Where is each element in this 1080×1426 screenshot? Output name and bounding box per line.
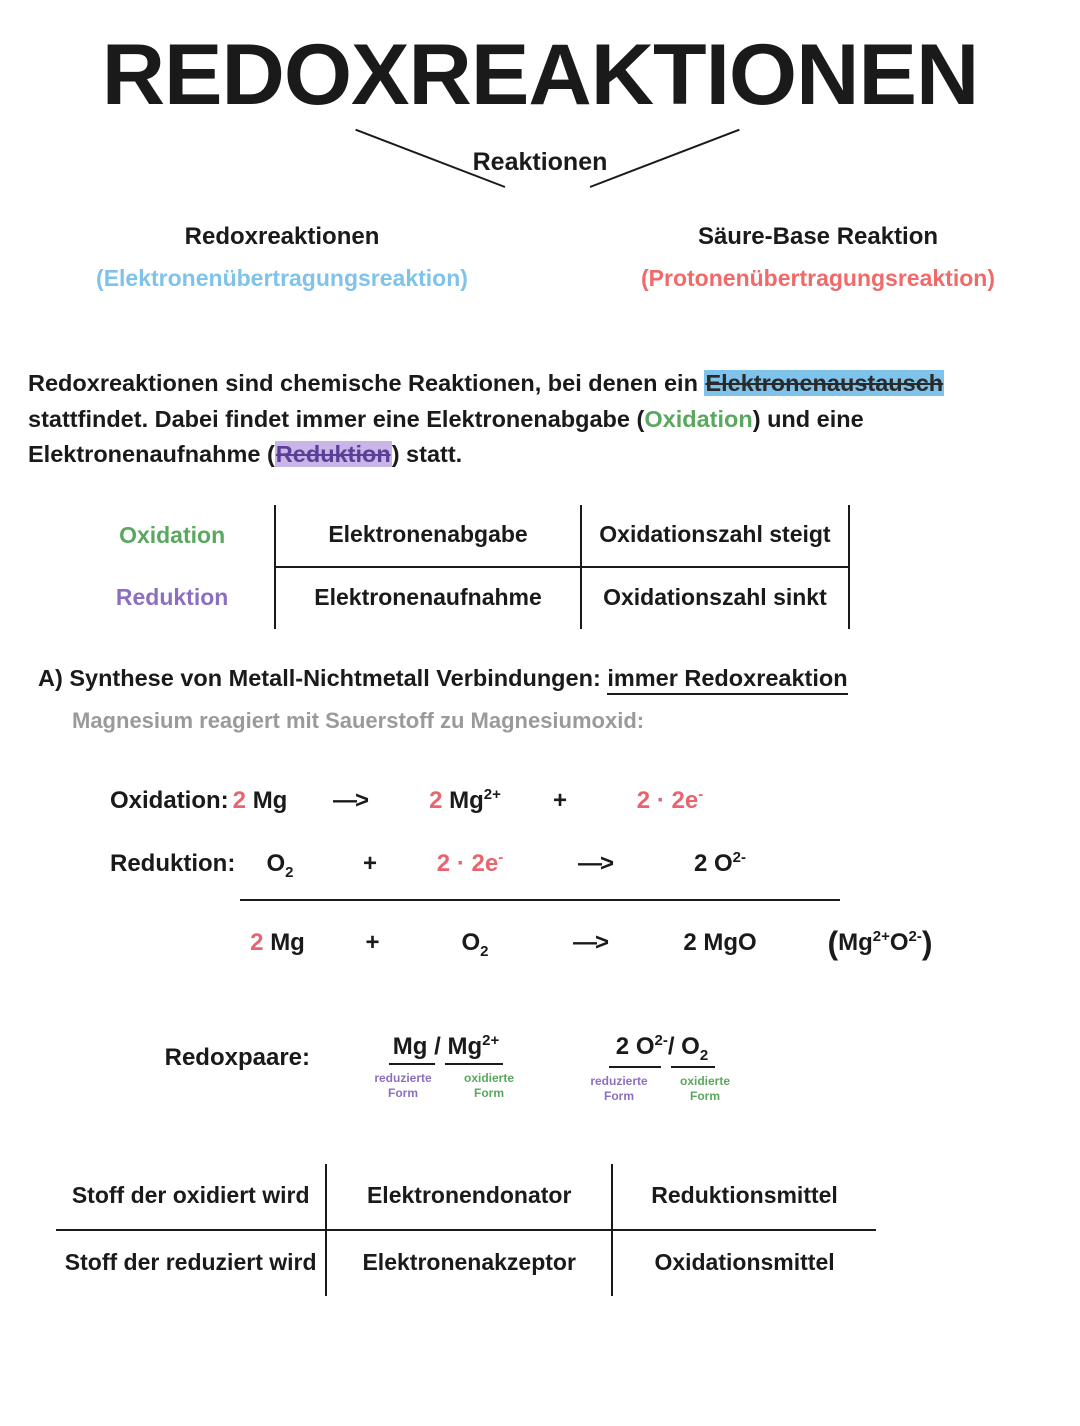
eq-ox-electron-charge: - [698, 786, 704, 804]
eq-red-product-charge: 2- [732, 849, 747, 867]
eq-ox-arrow: —> [332, 787, 367, 815]
equations-block [0, 786, 1080, 962]
table2-cell-reduktionsmittel: Reduktionsmittel [612, 1164, 876, 1230]
table2-cell-oxidiert-stoff: Stoff der oxidiert wird [56, 1164, 326, 1230]
eq-red-species1: O [266, 850, 286, 878]
eq-sum-sub2: 2 [480, 942, 489, 960]
eq-red-electrons: · 2e [456, 850, 499, 878]
eq-sum-note-species2: O [889, 928, 909, 956]
table1-cell-desc-reduktion: Elektronenaufnahme [275, 567, 581, 629]
branch-node-redox [72, 223, 492, 292]
table1-cell-effect-oxidation: Oxidationszahl steigt [581, 505, 849, 567]
eq-red-arrow: —> [577, 850, 612, 878]
equation-reduction [0, 849, 1080, 881]
donator-akzeptor-table [56, 1164, 876, 1296]
section-a-heading-text: A) Synthese von Metall-Nichtmetall Verbindungen: [38, 665, 608, 692]
eq-sum-note-species1: Mg [838, 928, 873, 956]
page-title: REDOXREAKTIONEN [101, 27, 979, 123]
pair1-caption-right-line2: Form [474, 1085, 504, 1100]
redoxpaare-section [0, 1032, 1080, 1104]
pair1-caption-left-line2: Form [388, 1085, 418, 1100]
eq-red-plus: + [362, 850, 377, 878]
pair2-underbars [582, 1066, 742, 1068]
eq-sum-note-charge2: 2- [908, 927, 922, 945]
branch-node-redox-title: Redoxreaktionen [184, 223, 380, 250]
table-row [70, 567, 849, 629]
redox-pair-magnesium-formula [366, 1032, 526, 1061]
eq-red-coeff2: 2 [436, 850, 451, 878]
equation-sum-divider [240, 899, 840, 901]
intro-text-part2: stattfindet. Dabei findet immer eine Elektronenabgabe ( [28, 405, 645, 432]
pair1-caption-left-line1: reduzierte [374, 1070, 432, 1085]
eq-red-product: 2 O [693, 850, 733, 878]
pair1-right-charge: 2+ [482, 1031, 500, 1049]
intro-text-part1: Redoxreaktionen sind chemische Reaktionen, bei denen ein [28, 370, 705, 396]
pair2-slash: / [667, 1032, 675, 1060]
eq-red-sub1: 2 [285, 863, 294, 881]
branch-node-acidbase-title: Säure-Base Reaktion [697, 223, 939, 250]
eq-sum-note-close: ) [921, 924, 933, 961]
section-a-subtext: Magnesium reagiert mit Sauerstoff zu Magnesiumoxid: [72, 708, 645, 734]
table1-cell-desc-oxidation: Elektronenabgabe [275, 505, 581, 567]
eq-ox-electrons: · 2e [656, 787, 699, 815]
pair2-underbar-right [671, 1066, 715, 1068]
branch-node-acidbase-subtitle: (Protonenübertragungsreaktion) [641, 265, 995, 291]
table1-cell-effect-reduktion: Oxidationszahl sinkt [581, 567, 849, 629]
pair1-underbar-right [445, 1063, 503, 1065]
branch-root-label: Reaktionen [472, 148, 608, 176]
redoxpaare-label: Redoxpaare: [164, 1043, 310, 1071]
oxidation-reduction-table [70, 505, 850, 629]
pair1-caption-right [452, 1071, 526, 1101]
eq-ox-charge2: 2+ [483, 786, 501, 804]
pair1-captions [366, 1071, 526, 1101]
equation-overall [0, 925, 1080, 962]
eq-sum-species2: O [461, 928, 481, 956]
equation-reduction-label: Reduktion: [110, 850, 236, 878]
pair1-slash: / [434, 1032, 441, 1060]
intro-highlight-elektronenaustausch: Elektronenaustausch [705, 370, 944, 396]
pair2-captions [582, 1074, 742, 1104]
pair1-caption-right-line1: oxidierte [463, 1070, 514, 1085]
branch-node-redox-subtitle: (Elektronenübertragungsreaktion) [96, 265, 468, 291]
pair2-caption-right-line1: oxidierte [679, 1073, 730, 1088]
eq-sum-product: 2 MgO [683, 928, 757, 956]
branch-node-acidbase [608, 223, 1028, 292]
equation-oxidation-label: Oxidation: [110, 787, 229, 815]
table2-cell-elektronenakzeptor: Elektronenakzeptor [326, 1230, 612, 1296]
eq-ox-species1: Mg [252, 787, 288, 815]
pair2-left-charge: 2- [654, 1031, 668, 1049]
eq-ox-plus: + [552, 787, 567, 815]
eq-red-electron-charge: - [498, 849, 504, 867]
eq-sum-coeff1: 2 [250, 928, 264, 956]
eq-sum-note-open: ( [827, 924, 839, 961]
pair2-underbar-left [609, 1066, 661, 1068]
pair1-caption-left [366, 1071, 440, 1101]
table2-cell-oxidationsmittel: Oxidationsmittel [612, 1230, 876, 1296]
eq-sum-arrow: —> [572, 928, 607, 956]
intro-text-part4: ) statt. [391, 441, 463, 468]
redox-pair-oxygen [582, 1032, 742, 1104]
eq-ox-coeff1: 2 [232, 787, 247, 815]
eq-ox-coeff3: 2 [636, 787, 651, 815]
redox-pair-oxygen-formula [582, 1032, 742, 1064]
eq-ox-coeff2: 2 [429, 787, 443, 815]
redox-pair-magnesium [366, 1032, 526, 1101]
table1-cell-term-reduktion: Reduktion [115, 583, 229, 610]
intro-text-part3: ) und eine Elektronenaufnahme ( [28, 405, 864, 468]
pair2-left: 2 O [615, 1032, 655, 1060]
eq-sum-note [790, 925, 970, 962]
table1-cell-term-oxidation: Oxidation [119, 521, 226, 548]
pair1-right: Mg [447, 1032, 483, 1060]
table-row [70, 505, 849, 567]
pair2-right-sub: 2 [699, 1046, 709, 1064]
intro-term-oxidation: Oxidation [644, 405, 753, 432]
pair1-underbars [366, 1063, 526, 1065]
pair2-caption-right-line2: Form [690, 1088, 720, 1103]
table2-cell-reduziert-stoff: Stoff der reduziert wird [64, 1248, 317, 1275]
section-a-heading [38, 665, 1080, 692]
pair1-left: Mg [392, 1032, 428, 1060]
pair2-right: O [681, 1032, 700, 1060]
table2-cell-elektronendonator: Elektronendonator [326, 1164, 612, 1230]
eq-sum-plus: + [365, 928, 380, 956]
pair2-caption-left-line1: reduzierte [590, 1073, 648, 1088]
eq-ox-species2: Mg [449, 787, 484, 815]
reaction-branch-diagram [0, 148, 1080, 318]
intro-term-reduktion: Reduktion [275, 441, 391, 468]
pair2-caption-left-line2: Form [604, 1088, 634, 1103]
table-row [56, 1230, 876, 1296]
eq-sum-species1: Mg [270, 928, 305, 956]
intro-paragraph [28, 366, 1052, 473]
pair2-caption-right [668, 1074, 742, 1104]
pair2-caption-left [582, 1074, 656, 1104]
equation-oxidation [0, 786, 1080, 815]
eq-sum-note-charge1: 2+ [872, 927, 890, 945]
pair1-underbar-left [389, 1063, 435, 1065]
table-row [56, 1164, 876, 1230]
section-a-heading-underlined: immer Redoxreaktion [607, 665, 847, 695]
